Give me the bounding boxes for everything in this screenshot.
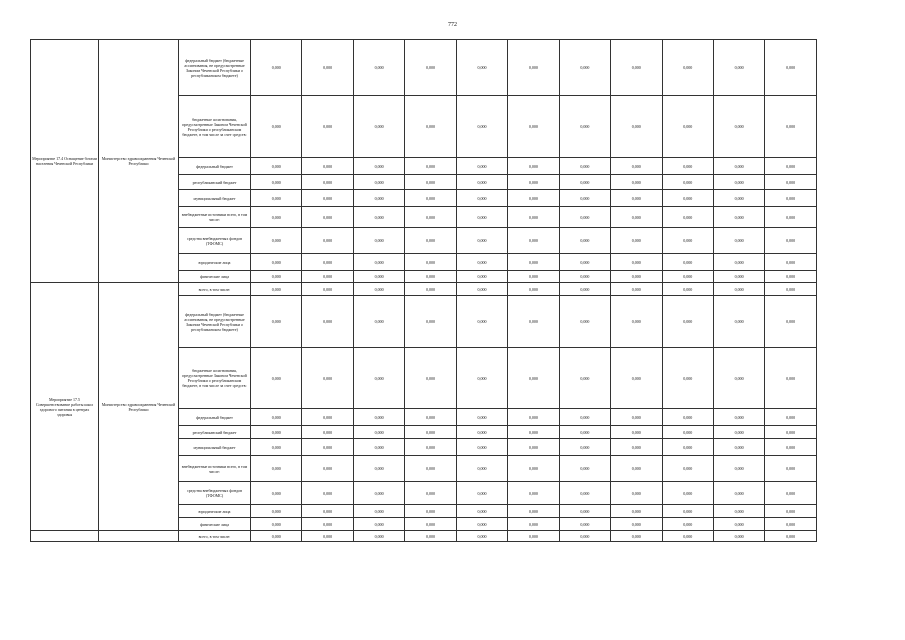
value-cell: 0,000	[353, 190, 404, 207]
value-cell: 0,000	[611, 482, 662, 505]
value-cell: 0,000	[405, 518, 456, 531]
value-cell: 0,000	[611, 426, 662, 439]
value-cell: 0,000	[765, 40, 816, 96]
value-cell: 0,000	[765, 505, 816, 518]
value-cell: 0,000	[662, 518, 713, 531]
value-cell: 0,000	[662, 283, 713, 296]
value-cell: 0,000	[765, 426, 816, 439]
value-cell: 0,000	[251, 426, 302, 439]
funding-source-cell: федеральный бюджет (бюджетные ассигнования, не предусмотренные Законом Чеченской Республики о республиканском бюджете)	[179, 40, 251, 96]
value-cell: 0,000	[302, 190, 353, 207]
value-cell: 0,000	[611, 158, 662, 175]
funding-source-cell: физические лица	[179, 271, 251, 283]
value-cell: 0,000	[405, 40, 456, 96]
value-cell: 0,000	[662, 190, 713, 207]
funding-source-cell: республиканский бюджет	[179, 426, 251, 439]
funding-source-cell: средства внебюджетных фондов (ТФОМС)	[179, 482, 251, 505]
funding-source-cell: муниципальный бюджет	[179, 190, 251, 207]
value-cell: 0,000	[611, 439, 662, 456]
value-cell: 0,000	[251, 254, 302, 271]
value-cell: 0,000	[456, 283, 507, 296]
value-cell: 0,000	[765, 254, 816, 271]
value-cell: 0,000	[559, 531, 610, 542]
event-name-cell: Мероприятие 17.5 Совершенствование работы школ здорового питания в центрах здоровья	[31, 283, 99, 531]
value-cell: 0,000	[713, 505, 764, 518]
value-cell: 0,000	[456, 518, 507, 531]
value-cell: 0,000	[251, 228, 302, 254]
value-cell: 0,000	[662, 482, 713, 505]
value-cell: 0,000	[559, 228, 610, 254]
value-cell: 0,000	[713, 518, 764, 531]
value-cell: 0,000	[405, 296, 456, 348]
value-cell: 0,000	[508, 283, 559, 296]
value-cell: 0,000	[611, 40, 662, 96]
value-cell: 0,000	[611, 296, 662, 348]
value-cell: 0,000	[251, 271, 302, 283]
value-cell: 0,000	[353, 254, 404, 271]
value-cell: 0,000	[713, 456, 764, 482]
value-cell: 0,000	[662, 505, 713, 518]
value-cell: 0,000	[456, 409, 507, 426]
value-cell: 0,000	[456, 228, 507, 254]
value-cell: 0,000	[662, 228, 713, 254]
value-cell: 0,000	[611, 518, 662, 531]
value-cell: 0,000	[611, 283, 662, 296]
executor-cell	[99, 531, 179, 542]
value-cell: 0,000	[765, 175, 816, 190]
value-cell: 0,000	[353, 426, 404, 439]
value-cell: 0,000	[765, 190, 816, 207]
value-cell: 0,000	[713, 190, 764, 207]
funding-source-cell: федеральный бюджет	[179, 409, 251, 426]
value-cell: 0,000	[405, 271, 456, 283]
value-cell: 0,000	[559, 190, 610, 207]
value-cell: 0,000	[302, 482, 353, 505]
value-cell: 0,000	[559, 409, 610, 426]
value-cell: 0,000	[559, 296, 610, 348]
event-name-cell: Мероприятие 17.4 Оснащение ботами населения Чеченской Республики	[31, 40, 99, 283]
value-cell: 0,000	[353, 439, 404, 456]
value-cell: 0,000	[713, 207, 764, 228]
value-cell: 0,000	[302, 456, 353, 482]
funding-source-cell: бюджетные ассигнования, предусмотренные Законом Чеченской Республики о республиканском бюджете, в том числе за счет средств:	[179, 96, 251, 158]
value-cell: 0,000	[559, 207, 610, 228]
value-cell: 0,000	[405, 348, 456, 409]
value-cell: 0,000	[713, 426, 764, 439]
value-cell: 0,000	[765, 518, 816, 531]
value-cell: 0,000	[559, 40, 610, 96]
funding-source-cell: республиканский бюджет	[179, 175, 251, 190]
value-cell: 0,000	[765, 296, 816, 348]
value-cell: 0,000	[508, 158, 559, 175]
value-cell: 0,000	[559, 175, 610, 190]
value-cell: 0,000	[559, 283, 610, 296]
funding-source-cell: средства внебюджетных фондов (ТФОМС)	[179, 228, 251, 254]
value-cell: 0,000	[662, 348, 713, 409]
value-cell: 0,000	[508, 348, 559, 409]
value-cell: 0,000	[251, 283, 302, 296]
value-cell: 0,000	[559, 482, 610, 505]
value-cell: 0,000	[713, 96, 764, 158]
value-cell: 0,000	[765, 207, 816, 228]
funding-source-cell: всего, в том числе:	[179, 283, 251, 296]
value-cell: 0,000	[456, 505, 507, 518]
value-cell: 0,000	[405, 531, 456, 542]
value-cell: 0,000	[662, 175, 713, 190]
value-cell: 0,000	[405, 158, 456, 175]
value-cell: 0,000	[456, 426, 507, 439]
funding-source-cell: федеральный бюджет	[179, 158, 251, 175]
value-cell: 0,000	[713, 158, 764, 175]
value-cell: 0,000	[765, 482, 816, 505]
value-cell: 0,000	[662, 426, 713, 439]
value-cell: 0,000	[713, 283, 764, 296]
value-cell: 0,000	[765, 409, 816, 426]
value-cell: 0,000	[456, 175, 507, 190]
value-cell: 0,000	[765, 271, 816, 283]
value-cell: 0,000	[456, 254, 507, 271]
value-cell: 0,000	[405, 426, 456, 439]
value-cell: 0,000	[302, 283, 353, 296]
value-cell: 0,000	[662, 409, 713, 426]
value-cell: 0,000	[508, 456, 559, 482]
value-cell: 0,000	[713, 531, 764, 542]
value-cell: 0,000	[713, 271, 764, 283]
value-cell: 0,000	[302, 531, 353, 542]
funding-source-cell: внебюджетные источники всего, в том числе:	[179, 207, 251, 228]
value-cell: 0,000	[508, 271, 559, 283]
value-cell: 0,000	[251, 518, 302, 531]
value-cell: 0,000	[302, 518, 353, 531]
value-cell: 0,000	[508, 207, 559, 228]
value-cell: 0,000	[405, 175, 456, 190]
value-cell: 0,000	[353, 296, 404, 348]
value-cell: 0,000	[302, 348, 353, 409]
value-cell: 0,000	[611, 456, 662, 482]
value-cell: 0,000	[251, 40, 302, 96]
value-cell: 0,000	[765, 228, 816, 254]
value-cell: 0,000	[713, 409, 764, 426]
value-cell: 0,000	[302, 426, 353, 439]
value-cell: 0,000	[251, 175, 302, 190]
value-cell: 0,000	[765, 439, 816, 456]
value-cell: 0,000	[662, 207, 713, 228]
value-cell: 0,000	[251, 439, 302, 456]
value-cell: 0,000	[508, 518, 559, 531]
event-name-cell	[31, 531, 99, 542]
value-cell: 0,000	[353, 96, 404, 158]
value-cell: 0,000	[353, 531, 404, 542]
value-cell: 0,000	[353, 158, 404, 175]
funding-source-cell: всего, в том числе:	[179, 531, 251, 542]
value-cell: 0,000	[251, 482, 302, 505]
value-cell: 0,000	[765, 348, 816, 409]
value-cell: 0,000	[508, 531, 559, 542]
value-cell: 0,000	[251, 96, 302, 158]
value-cell: 0,000	[713, 439, 764, 456]
value-cell: 0,000	[353, 409, 404, 426]
funding-source-cell: федеральный бюджет (бюджетные ассигнования, не предусмотренные Законом Чеченской Республики о республиканском бюджете)	[179, 296, 251, 348]
value-cell: 0,000	[456, 271, 507, 283]
value-cell: 0,000	[713, 482, 764, 505]
value-cell: 0,000	[251, 296, 302, 348]
value-cell: 0,000	[353, 175, 404, 190]
value-cell: 0,000	[713, 40, 764, 96]
table-row	[31, 283, 817, 296]
value-cell: 0,000	[456, 531, 507, 542]
value-cell: 0,000	[662, 456, 713, 482]
value-cell: 0,000	[508, 228, 559, 254]
funding-source-cell: внебюджетные источники всего, в том числе:	[179, 456, 251, 482]
value-cell: 0,000	[456, 296, 507, 348]
value-cell: 0,000	[611, 175, 662, 190]
value-cell: 0,000	[662, 158, 713, 175]
funding-source-cell: муниципальный бюджет	[179, 439, 251, 456]
value-cell: 0,000	[662, 96, 713, 158]
value-cell: 0,000	[508, 190, 559, 207]
value-cell: 0,000	[508, 439, 559, 456]
value-cell: 0,000	[456, 40, 507, 96]
value-cell: 0,000	[611, 409, 662, 426]
value-cell: 0,000	[302, 207, 353, 228]
value-cell: 0,000	[456, 96, 507, 158]
value-cell: 0,000	[456, 190, 507, 207]
value-cell: 0,000	[611, 348, 662, 409]
executor-cell: Министерство здравоохранения Чеченской Республики	[99, 40, 179, 283]
value-cell: 0,000	[559, 456, 610, 482]
value-cell: 0,000	[302, 439, 353, 456]
funding-source-cell: физические лица	[179, 518, 251, 531]
budget-table	[30, 39, 817, 542]
table-row	[31, 40, 817, 96]
value-cell: 0,000	[559, 426, 610, 439]
value-cell: 0,000	[251, 409, 302, 426]
value-cell: 0,000	[405, 505, 456, 518]
value-cell: 0,000	[508, 175, 559, 190]
value-cell: 0,000	[662, 296, 713, 348]
value-cell: 0,000	[251, 190, 302, 207]
value-cell: 0,000	[405, 190, 456, 207]
value-cell: 0,000	[713, 254, 764, 271]
value-cell: 0,000	[456, 348, 507, 409]
value-cell: 0,000	[302, 505, 353, 518]
value-cell: 0,000	[508, 409, 559, 426]
value-cell: 0,000	[765, 531, 816, 542]
value-cell: 0,000	[405, 456, 456, 482]
value-cell: 0,000	[405, 409, 456, 426]
funding-source-cell: юридические лица	[179, 505, 251, 518]
value-cell: 0,000	[559, 254, 610, 271]
value-cell: 0,000	[662, 254, 713, 271]
value-cell: 0,000	[353, 505, 404, 518]
value-cell: 0,000	[405, 228, 456, 254]
table-row	[31, 531, 817, 542]
value-cell: 0,000	[405, 283, 456, 296]
value-cell: 0,000	[353, 456, 404, 482]
value-cell: 0,000	[353, 348, 404, 409]
value-cell: 0,000	[611, 271, 662, 283]
value-cell: 0,000	[611, 190, 662, 207]
value-cell: 0,000	[611, 207, 662, 228]
value-cell: 0,000	[353, 482, 404, 505]
value-cell: 0,000	[559, 505, 610, 518]
value-cell: 0,000	[251, 158, 302, 175]
value-cell: 0,000	[559, 96, 610, 158]
value-cell: 0,000	[456, 439, 507, 456]
value-cell: 0,000	[251, 531, 302, 542]
value-cell: 0,000	[713, 296, 764, 348]
value-cell: 0,000	[251, 348, 302, 409]
value-cell: 0,000	[405, 96, 456, 158]
value-cell: 0,000	[353, 271, 404, 283]
value-cell: 0,000	[508, 296, 559, 348]
value-cell: 0,000	[405, 439, 456, 456]
value-cell: 0,000	[765, 456, 816, 482]
value-cell: 0,000	[508, 426, 559, 439]
value-cell: 0,000	[765, 158, 816, 175]
value-cell: 0,000	[713, 348, 764, 409]
value-cell: 0,000	[559, 348, 610, 409]
value-cell: 0,000	[559, 439, 610, 456]
value-cell: 0,000	[353, 228, 404, 254]
value-cell: 0,000	[302, 271, 353, 283]
value-cell: 0,000	[251, 207, 302, 228]
value-cell: 0,000	[611, 228, 662, 254]
value-cell: 0,000	[559, 271, 610, 283]
value-cell: 0,000	[765, 283, 816, 296]
value-cell: 0,000	[456, 456, 507, 482]
value-cell: 0,000	[508, 482, 559, 505]
value-cell: 0,000	[405, 254, 456, 271]
value-cell: 0,000	[611, 96, 662, 158]
value-cell: 0,000	[302, 254, 353, 271]
funding-source-cell: бюджетные ассигнования, предусмотренные Законом Чеченской Республики о республиканском бюджете, в том числе за счет средств:	[179, 348, 251, 409]
value-cell: 0,000	[508, 254, 559, 271]
value-cell: 0,000	[405, 207, 456, 228]
value-cell: 0,000	[662, 271, 713, 283]
value-cell: 0,000	[713, 228, 764, 254]
executor-cell: Министерство здравоохранения Чеченской Республики	[99, 283, 179, 531]
value-cell: 0,000	[405, 482, 456, 505]
value-cell: 0,000	[302, 175, 353, 190]
value-cell: 0,000	[302, 40, 353, 96]
page-number: 772	[448, 22, 457, 28]
value-cell: 0,000	[662, 531, 713, 542]
value-cell: 0,000	[713, 175, 764, 190]
value-cell: 0,000	[353, 518, 404, 531]
value-cell: 0,000	[251, 456, 302, 482]
value-cell: 0,000	[302, 96, 353, 158]
value-cell: 0,000	[302, 296, 353, 348]
value-cell: 0,000	[611, 254, 662, 271]
value-cell: 0,000	[353, 40, 404, 96]
value-cell: 0,000	[456, 482, 507, 505]
funding-source-cell: юридические лица	[179, 254, 251, 271]
value-cell: 0,000	[456, 207, 507, 228]
value-cell: 0,000	[662, 40, 713, 96]
value-cell: 0,000	[302, 158, 353, 175]
value-cell: 0,000	[611, 531, 662, 542]
value-cell: 0,000	[508, 40, 559, 96]
value-cell: 0,000	[302, 228, 353, 254]
value-cell: 0,000	[662, 439, 713, 456]
value-cell: 0,000	[508, 96, 559, 158]
value-cell: 0,000	[353, 283, 404, 296]
value-cell: 0,000	[559, 158, 610, 175]
value-cell: 0,000	[302, 409, 353, 426]
value-cell: 0,000	[611, 505, 662, 518]
value-cell: 0,000	[559, 518, 610, 531]
value-cell: 0,000	[251, 505, 302, 518]
value-cell: 0,000	[765, 96, 816, 158]
value-cell: 0,000	[456, 158, 507, 175]
value-cell: 0,000	[353, 207, 404, 228]
value-cell: 0,000	[508, 505, 559, 518]
